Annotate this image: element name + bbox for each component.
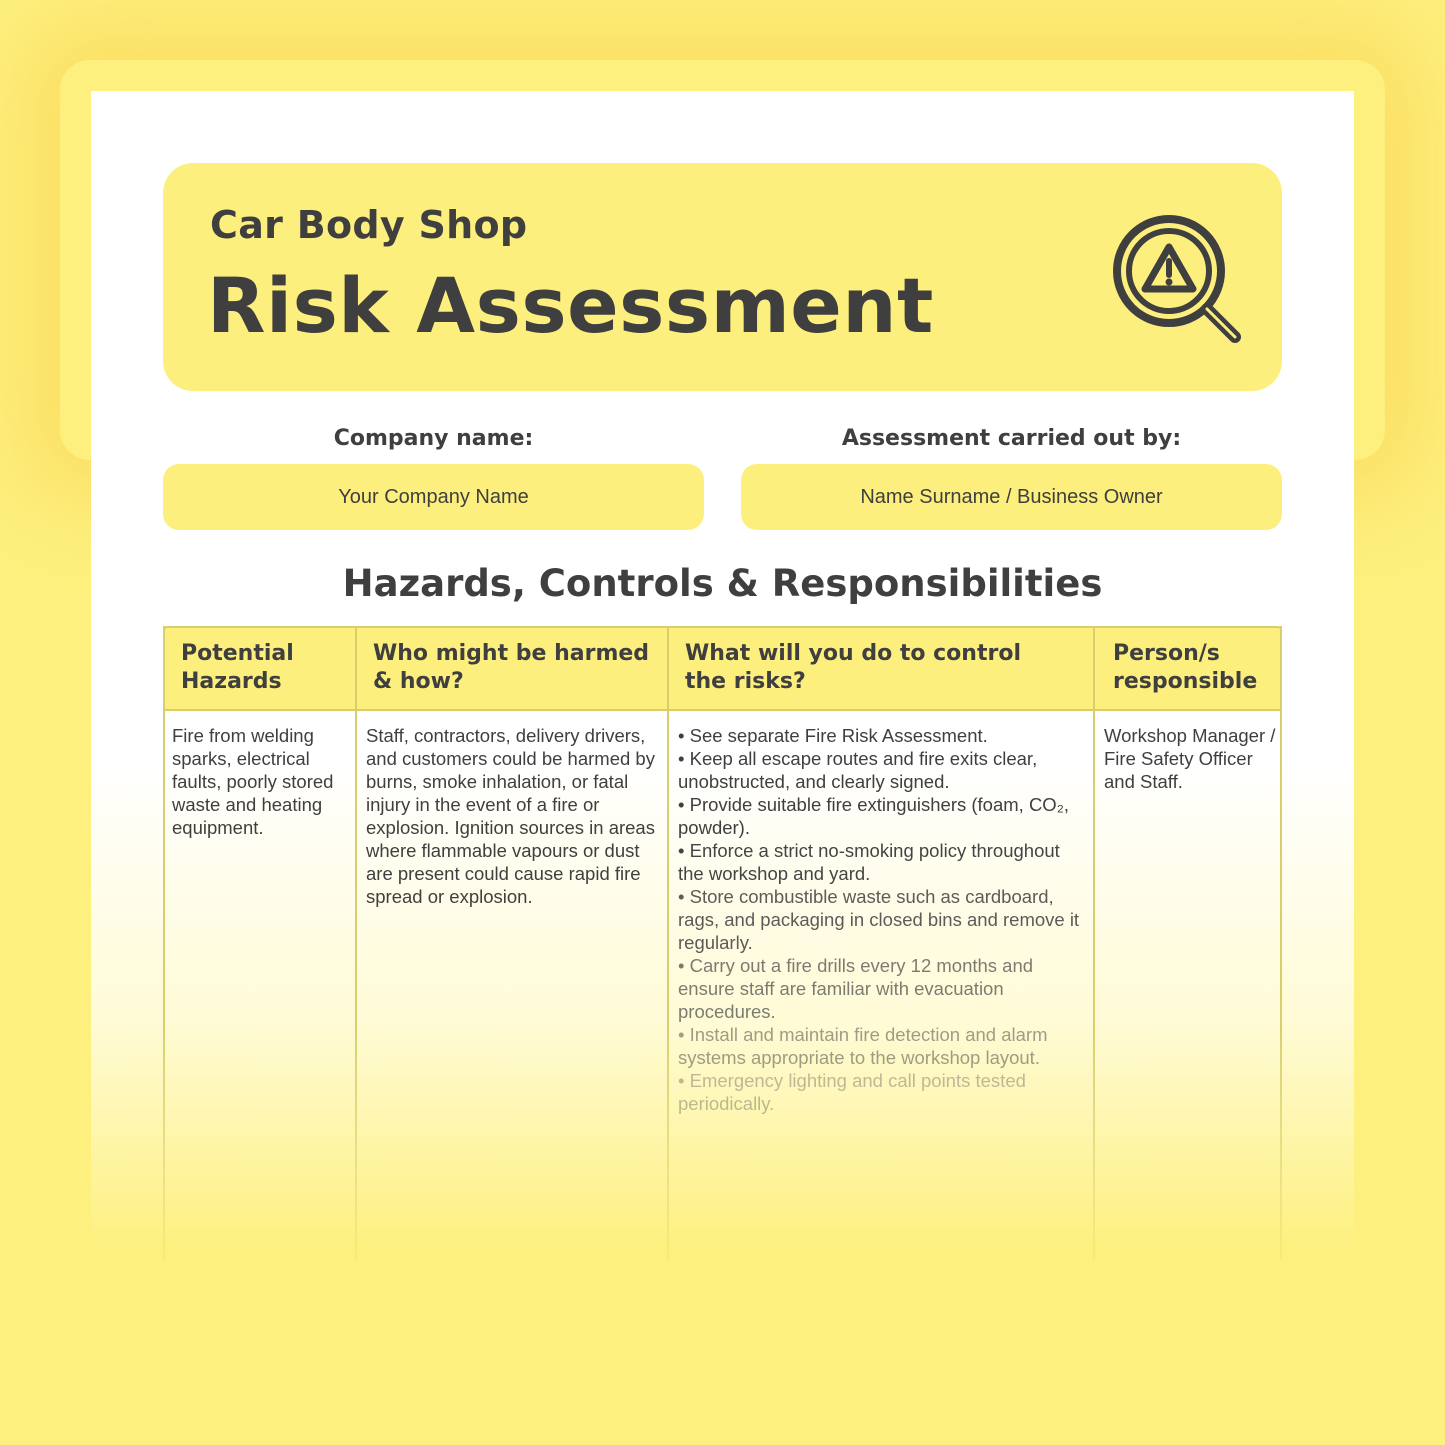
cell-controls [678,724,1088,1115]
assessor-field[interactable]: Name Surname / Business Owner [741,464,1282,530]
column-header-controls: What will you do to control the risks? [685,641,1021,694]
control-item: • Carry out a fire drills every 12 months and ensure staff are familiar with evacuation procedures. [678,955,1034,1022]
table-border-left [163,626,165,1260]
section-title: Hazards, Controls & Responsibilities [342,562,1103,605]
control-item: • Install and maintain fire detection and alarm systems appropriate to the workshop layout. [678,1024,1048,1068]
control-item: • See separate Fire Risk Assessment. [678,725,988,746]
company-name-label: Company name: [333,426,534,451]
column-header-who: Who might be harmed & how? [373,641,650,694]
control-item: • Emergency lighting and call points tested periodically. [678,1070,1026,1114]
control-item: • Store combustible waste such as cardboard, rags, and packaging in closed bins and remove it regularly. [678,886,1080,953]
header-banner [163,163,1282,391]
hazards-table [163,626,1282,1260]
column-divider [1093,626,1095,1260]
magnifier-warning-icon [1107,209,1247,349]
cell-hazard: Fire from welding sparks, electrical faults, poorly stored waste and heating equipment. [172,725,334,838]
table-border-right [1280,626,1282,1260]
column-header-responsible: Person/s responsible [1113,641,1258,694]
document-title: Risk Assessment [207,261,934,350]
cell-who: Staff, contractors, delivery drivers, and customers could be harmed by burns, smoke inhalation, or fatal injury in the event of a fire or explosion. Ignition sources in areas where flammable vapours or dust are present could cause rapid fire spread or explosion. [366,725,655,907]
company-name-field[interactable]: Your Company Name [163,464,704,530]
control-item: • Keep all escape routes and fire exits clear, unobstructed, and clearly signed. [678,748,1038,792]
cell-responsible: Workshop Manager / Fire Safety Officer and Staff. [1104,725,1276,792]
column-divider [667,626,669,1260]
assessor-label: Assessment carried out by: [841,426,1182,451]
control-item: • Provide suitable fire extinguishers (foam, CO₂, powder). [678,794,1070,838]
control-item: • Enforce a strict no-smoking policy throughout the workshop and yard. [678,840,1060,884]
column-header-hazards: Potential Hazards [181,641,294,694]
document-subtitle: Car Body Shop [210,203,528,247]
column-divider [355,626,357,1260]
